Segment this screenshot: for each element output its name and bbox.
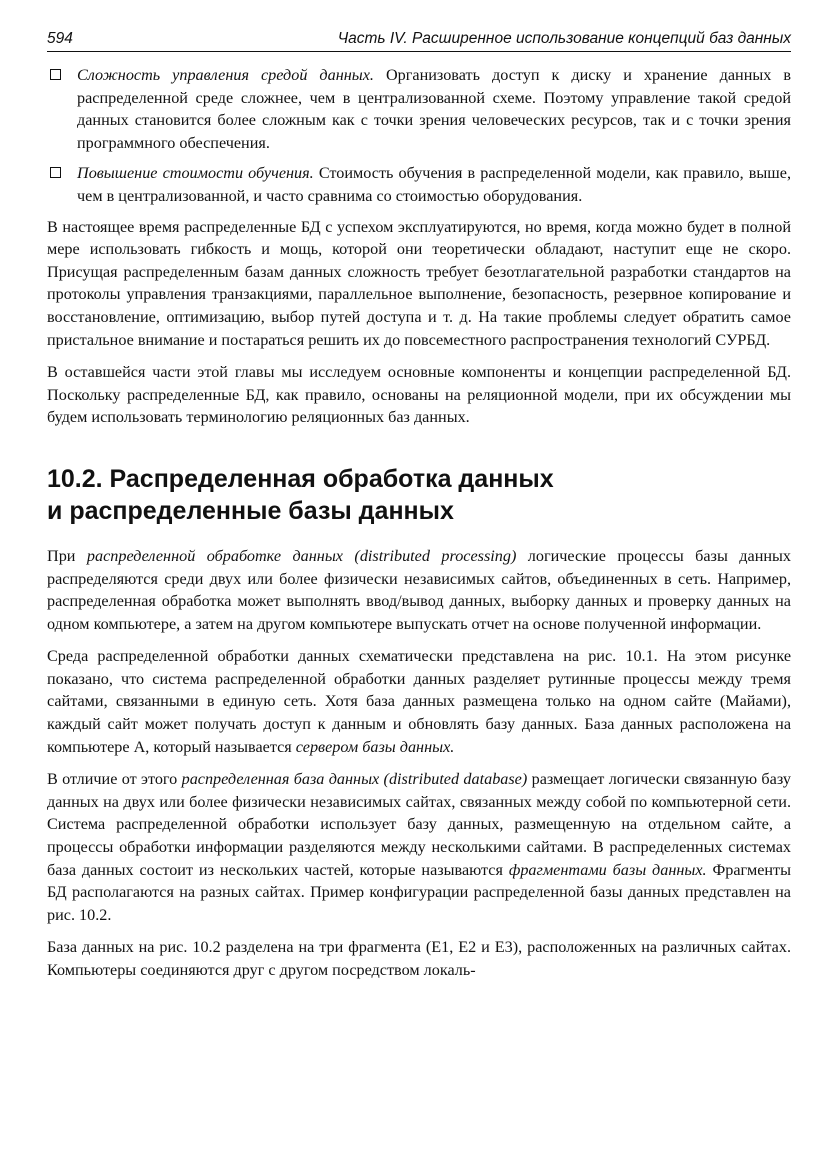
text-run: База данных на рис. 10.2 разделена на три фрагмента (E1, E2 и E3), расположенных на различных сайтах. Компьютеры соединяются друг с другом посредством локаль- xyxy=(47,938,791,979)
paragraph xyxy=(47,545,791,635)
bullet-term: Сложность управления средой данных. xyxy=(77,66,374,84)
bullet-list xyxy=(47,64,791,208)
text-run: В отличие от этого xyxy=(47,770,182,789)
section-heading xyxy=(47,463,791,527)
running-header xyxy=(47,30,791,52)
running-title: Часть IV. Расширенное использование концепций баз данных xyxy=(337,30,791,47)
paragraph xyxy=(47,768,791,926)
paragraph xyxy=(47,645,791,758)
bullet-term: Повышение стоимости обучения. xyxy=(77,164,314,183)
text-run: логические процессы базы данных распределяются среди двух или более физически независимых сайтов, объединенных в сеть. Например, распределенная обработка может выполнять ввод/вывод данных, выборку данных и проверку данных на одном компьютере, а затем на другом компьютере выпускать отчет на основе полученной информации. xyxy=(47,546,791,633)
section-title-line2: и распределенные базы данных xyxy=(47,496,454,525)
text-run: Фрагменты БД располагаются на разных сайтах. Пример конфигурации распределенной базы данных представлен на рис. 10.2. xyxy=(47,860,792,924)
paragraph: В оставшейся части этой главы мы исследуем основные компоненты и концепции распределенной БД. Поскольку распределенные БД, как правило, основаны на реляционной модели, при их обсуждении мы будем использовать терминологию реляционных баз данных. xyxy=(47,363,791,427)
list-item xyxy=(47,64,791,154)
checkbox-bullet-icon xyxy=(50,69,61,80)
term-database-fragments: фрагментами базы данных. xyxy=(508,860,707,879)
list-item xyxy=(47,162,791,207)
term-database-server: сервером базы данных. xyxy=(295,737,455,756)
page xyxy=(47,30,791,992)
term-distributed-database: распределенная база данных (distributed database) xyxy=(181,770,528,789)
text-run: При xyxy=(47,546,87,565)
paragraph: В настоящее время распределенные БД с успехом эксплуатируются, но время, когда можно будет в полной мере использовать гибкость и мощь, которой они теоретически обладают, наступит еще не скоро. Присущая распределенным базам данных сложность требует безотлагательной разработки стандартов на протоколы управления транзакциями, параллельное выполнение, безопасность, резервное копирование и восстановление, оптимизацию, выбор путей доступа и т. д. На такие проблемы следует обратить самое пристальное внимание и постараться решить их до повсеместного распространения технологий СУРБД. xyxy=(47,217,791,349)
bullet-text: Стоимость обучения в распределенной модели, как правило, выше, чем в централизованной, и часто сравнима со стоимостью оборудования. xyxy=(77,164,791,205)
bullet-text: Организовать доступ к диску и хранение данных в распределенной среде сложнее, чем в централизованной схеме. Поэтому управление такой средой данных становится более сложным как с точки зрения человеческих ресурсов, так и с точки зрения программного обеспечения. xyxy=(77,66,791,152)
term-distributed-processing: распределенной обработке данных (distributed processing) xyxy=(86,546,517,565)
text-run: размещает логически связанную базу данных на двух или более физически независимых сайтах, связанных между собой по компьютерной сети. Система распределенной обработки использует базу данных, размещенную на отдельном сайте, а процессы обработки информации разделяются между несколькими сайтами. В распределенных системах база данных состоит из нескольких частей, которые называются xyxy=(47,770,791,879)
section-title-line1: 10.2. Распределенная обработка данных xyxy=(47,464,554,493)
checkbox-bullet-icon xyxy=(50,167,61,178)
text-run: Среда распределенной обработки данных схематически представлена на рис. 10.1. На этом рисунке показано, что система распределенной обработки данных разделяет рутинные процессы между тремя сайтами, связанными в единую сеть. Хотя база данных размещена только на одном сайте (Майами), каждый сайт может получать доступ к данным и обновлять базу данных. База данных расположена на компьютере A, который называется xyxy=(47,647,791,756)
page-number: 594 xyxy=(47,30,73,47)
paragraph xyxy=(47,936,791,981)
